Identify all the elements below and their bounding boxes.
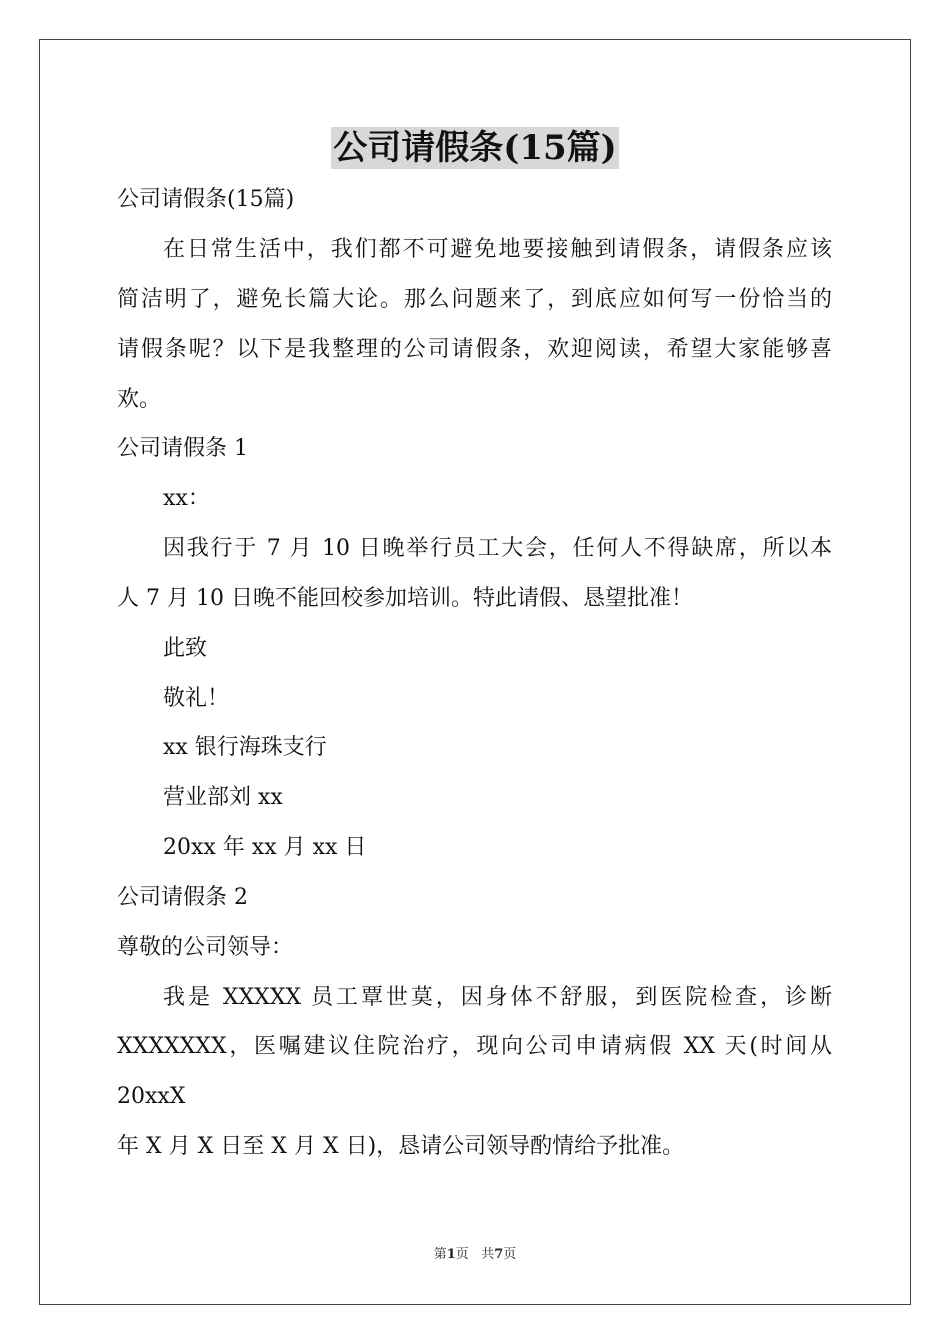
footer-current-page: 1 xyxy=(446,1247,456,1262)
intro-line-2: 简洁明了，避免长篇大论。那么问题来了，到底应如何写一份恰当的 xyxy=(117,287,832,312)
document-title: 公司请假条(15篇) xyxy=(333,128,617,168)
page-footer xyxy=(0,1246,950,1264)
subtitle: 公司请假条(15篇) xyxy=(117,187,295,212)
section2-body-line-1: 我是 XXXXX 员工覃世莫，因身体不舒服，到医院检查，诊断 xyxy=(163,985,832,1010)
section2-body-line-4: 年 X 月 X 日至 X 月 X 日)，恳请公司领导酌情给予批准。 xyxy=(117,1134,685,1159)
footer-prefix: 第 xyxy=(433,1247,447,1262)
intro-line-1: 在日常生活中，我们都不可避免地要接触到请假条，请假条应该 xyxy=(163,237,832,262)
section2-salutation: 尊敬的公司领导： xyxy=(117,935,294,960)
section1-org: xx 银行海珠支行 xyxy=(163,735,327,760)
section1-heading: 公司请假条 1 xyxy=(117,436,248,461)
section2-body-line-3: 20xxX xyxy=(117,1084,186,1109)
section1-body-line-1: 因我行于 7 月 10 日晚举行员工大会，任何人不得缺席，所以本 xyxy=(163,536,832,561)
section1-salutation: xx： xyxy=(163,486,210,511)
section2-body-line-2: XXXXXXX，医嘱建议住院治疗，现向公司申请病假 XX 天(时间从 xyxy=(117,1034,832,1059)
footer-total-prefix: 共 xyxy=(481,1247,495,1262)
section1-dept: 营业部刘 xx xyxy=(163,785,283,810)
section1-closing-1: 此致 xyxy=(163,636,208,661)
section1-body-line-2: 人 7 月 10 日晚不能回校参加培训。特此请假、恳望批准！ xyxy=(117,586,693,611)
title-wrap xyxy=(0,127,950,169)
footer-total-label: 页 xyxy=(503,1247,517,1262)
footer-page-label: 页 xyxy=(455,1247,469,1262)
section2-heading: 公司请假条 2 xyxy=(117,885,248,910)
intro-line-4: 欢。 xyxy=(117,387,162,412)
intro-line-3: 请假条呢？以下是我整理的公司请假条，欢迎阅读，希望大家能够喜 xyxy=(117,337,832,362)
page-border xyxy=(39,39,911,1305)
section1-closing-2: 敬礼！ xyxy=(163,686,230,711)
section1-date: 20xx 年 xx 月 xx 日 xyxy=(163,835,367,860)
footer-total-pages: 7 xyxy=(494,1247,504,1262)
